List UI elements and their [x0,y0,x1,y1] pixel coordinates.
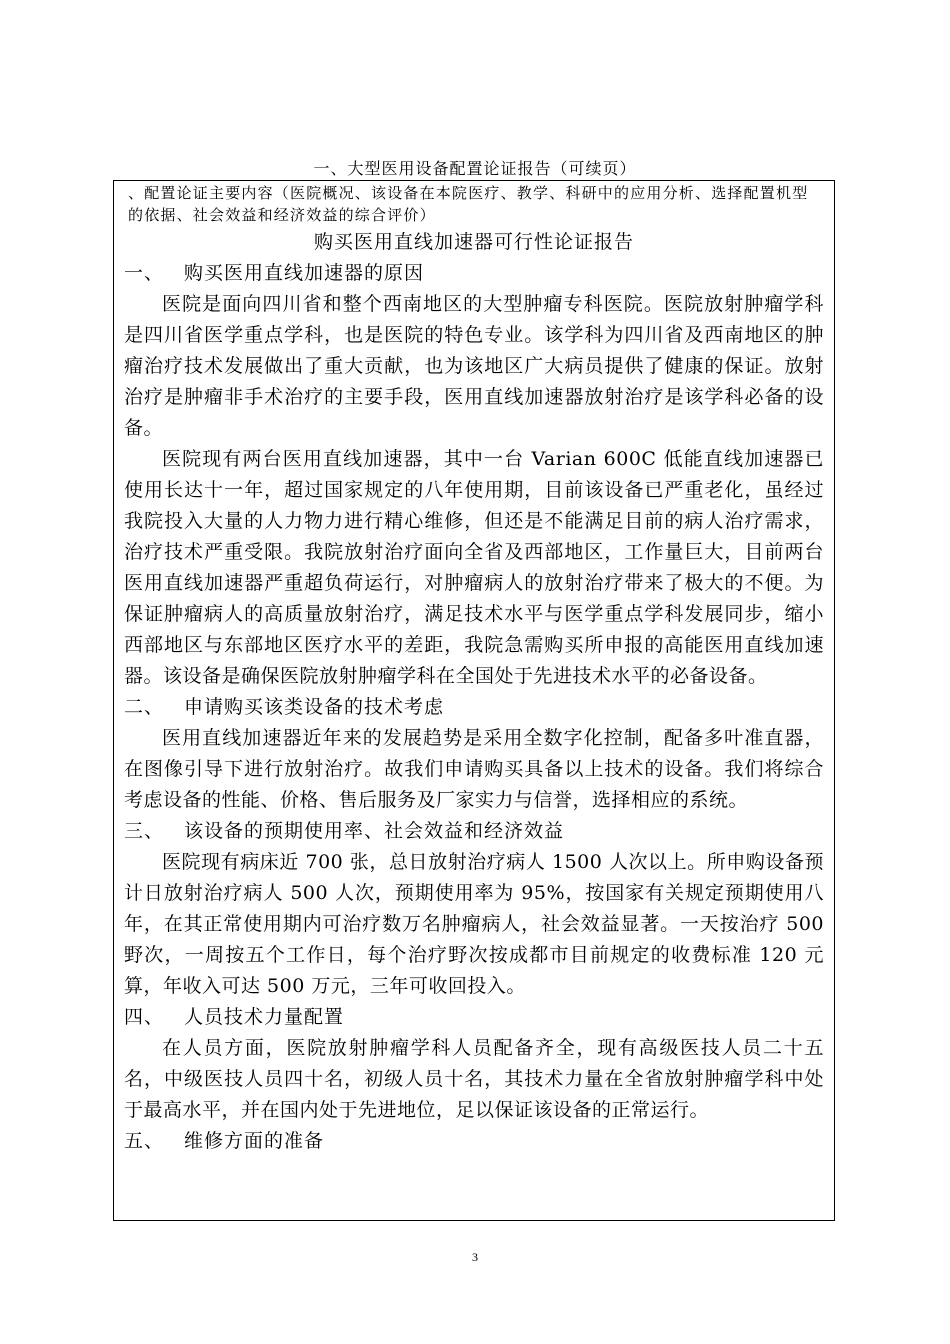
instruction-text: 、配置论证主要内容（医院概况、该设备在本院医疗、教学、科研中的应用分析、选择配置机型的依据、社会效益和经济效益的综合评价） [128,184,809,224]
section-title: 人员技术力量配置 [184,1006,345,1028]
page-number: 3 [472,1250,478,1264]
paragraph: 医院是面向四川省和整个西南地区的大型肿瘤专科医院。医院放射肿瘤学科是四川省医学重点学科，也是医院的特色专业。该学科为四川省及西南地区的肿瘤治疗技术发展做出了重大贡献，也为该地区广大病员提供了健康的保证。放射治疗是肿瘤非手术治疗的主要手段，医用直线加速器放射治疗是该学科必备的设备。 [124,293,824,439]
section-heading [124,258,824,289]
paragraph: 医用直线加速器近年来的发展趋势是采用全数字化控制，配备多叶准直器，在图像引导下进行放射治疗。故我们申请购买具备以上技术的设备。我们将综合考虑设备的性能、价格、售后服务及厂家实力与信誉，选择相应的系统。 [124,727,824,811]
section-heading [124,1002,824,1033]
report-title: 购买医用直线加速器可行性论证报告 [313,231,634,253]
section-number: 一、 [124,262,165,284]
section-number: 四、 [124,1006,165,1028]
paragraph: 医院现有两台医用直线加速器，其中一台 Varian 600C 低能直线加速器已使用长达十一年，超过国家规定的八年使用期，目前该设备已严重老化，虽经过我院投入大量的人力物力进行精心维修，但还是不能满足目前的病人治疗需求，治疗技术严重受限。我院放射治疗面向全省及西部地区，工作量巨大，目前两台医用直线加速器严重超负荷运行，对肿瘤病人的放射治疗带来了极大的不便。为保证肿瘤病人的高质量放射治疗，满足技术水平与医学重点学科发展同步，缩小西部地区与东部地区医疗水平的差距，我院急需购买所申报的高能医用直线加速器。该设备是确保医院放射肿瘤学科在全国处于先进技术水平的必备设备。 [124,448,824,687]
section-number: 三、 [124,820,165,842]
section-title: 购买医用直线加速器的原因 [184,262,425,284]
section-1 [124,258,824,692]
section-title: 该设备的预期使用率、社会效益和经济效益 [184,820,565,842]
report-frame [113,180,835,1221]
paragraph: 医院现有病床近 700 张，总日放射治疗病人 1500 人次以上。所申购设备预计日放射治疗病人 500 人次，预期使用率为 95%，按国家有关规定预期使用八年，在其正常使用期内可治疗数万名肿瘤病人，社会效益显著。一天按治疗 500 野次，一周按五个工作日，每个治疗野次按成都市目前规定的收费标准 120 元算，年收入可达 500 万元，三年可收回投入。 [124,851,824,997]
section-title: 维修方面的准备 [184,1130,325,1152]
section-title: 申请购买该类设备的技术考虑 [184,696,445,718]
section-heading [124,692,824,723]
section-number: 二、 [124,696,165,718]
section-2 [124,692,824,816]
section-3 [124,816,824,1002]
section-heading [124,1126,824,1157]
section-heading [124,816,824,847]
page-header-title: 一、大型医用设备配置论证报告（可续页） [313,159,637,178]
paragraph: 在人员方面，医院放射肿瘤学科人员配备齐全，现有高级医技人员二十五名，中级医技人员四十名，初级人员十名，其技术力量在全省放射肿瘤学科中处于最高水平，并在国内处于先进地位，足以保证该设备的正常运行。 [124,1037,824,1121]
section-4 [124,1002,824,1126]
section-number: 五、 [124,1130,165,1152]
section-5 [124,1126,824,1157]
